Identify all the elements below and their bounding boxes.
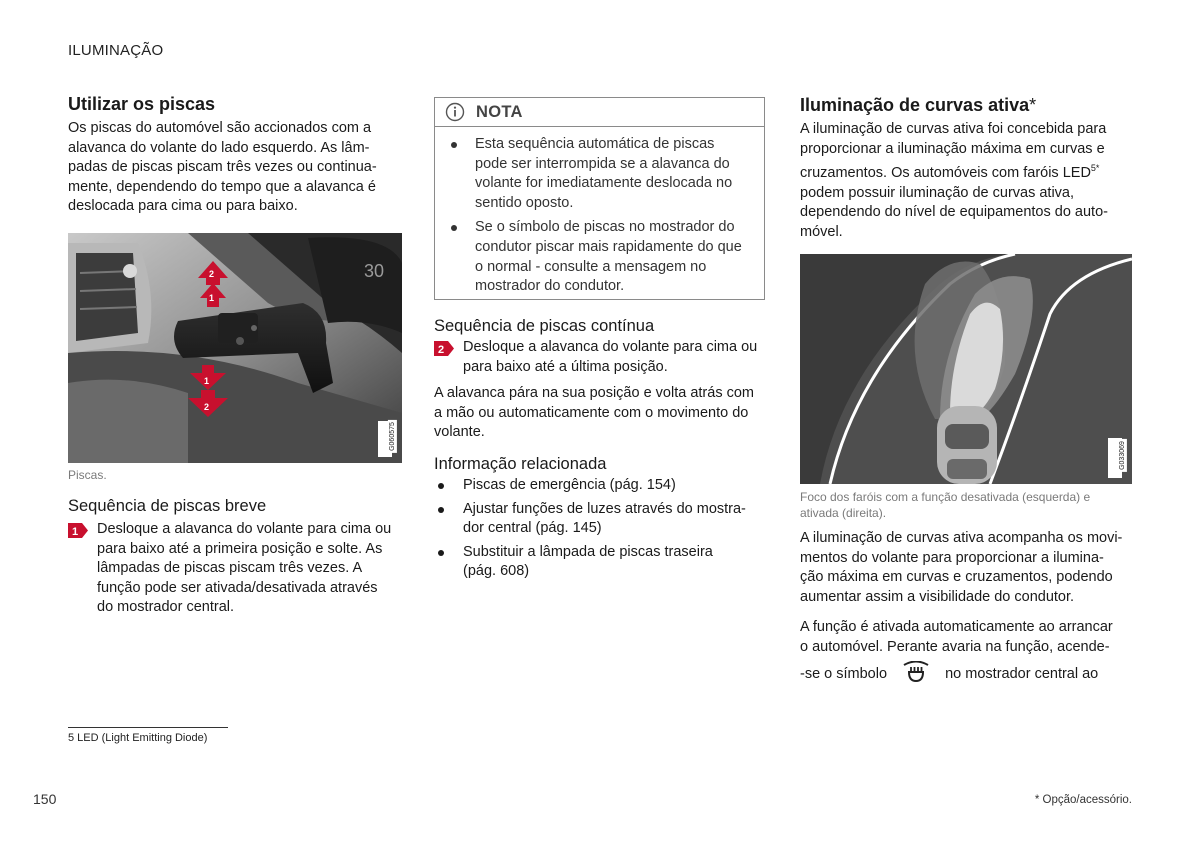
related-list [434,476,769,582]
caption-line: Foco dos faróis com a função desativada (esquerda) e [800,490,1091,504]
related-line: dor central (pág. 145) [463,520,602,537]
arrow-label-down-1: 1 [204,376,210,386]
step-line: para baixo até a última posição. [463,358,668,375]
related-line: (pág. 608) [463,563,530,580]
step-line: para baixo até a primeira posição e solte. As [97,540,383,557]
note-header [435,98,764,127]
brief-sequence-section [68,497,403,618]
continuous-paragraph [434,384,769,443]
text-line: A função é ativada automaticamente ao arrancar [800,619,1113,636]
arrow-label-down-2: 2 [204,402,210,412]
text-line: o automóvel. Perante avaria na função, acende- [800,638,1110,655]
option-note: * Opção/acessório. [1034,794,1132,806]
step-line: Desloque a alavanca do volante para cima ou [97,521,392,537]
text-line: volante. [434,424,485,441]
turn-signal-figure [68,233,402,463]
related-line: Ajustar funções de luzes através do mostra- [463,500,746,517]
text-line: ção máxima em curvas e cruzamentos, podendo [800,569,1113,586]
note-box [434,97,765,300]
footnote-ref: 5* [1090,163,1100,174]
note-line: condutor piscar mais rapidamente do que [475,238,742,255]
headlight-beam-illustration [800,254,1132,484]
bending-intro [800,120,1140,242]
related-link-rear-bulb[interactable] [434,543,769,582]
right-column [800,95,1140,242]
note-line: pode ser interrompida se a alavanca do [475,155,730,172]
section-header: ILUMINAÇÃO [68,42,164,59]
bullet-icon [438,483,444,489]
step-line: lâmpadas de piscas piscam três vezes. A [97,560,363,577]
paragraph-2 [800,618,1140,684]
intro-line: podem possuir iluminação de curvas ativa, [800,184,1075,201]
intro-line: proporcionar a iluminação máxima em curvas e [800,140,1105,157]
speedo-value: 30 [364,261,385,281]
text-line: a mão ou automaticamente com o movimento do [434,404,749,421]
intro-line: mente, dependendo do tempo que a alavanca é [68,178,376,195]
step-number: 2 [438,344,445,356]
text-line: mentos do volante para proporcionar a ilumina- [800,549,1104,566]
page-number: 150 [33,791,57,807]
intro-text: cruzamentos. Os automóveis com faróis LED [800,165,1091,182]
intro-line: A iluminação de curvas ativa foi concebida para [800,121,1107,137]
step-number-badge [434,341,454,356]
heading-related-info: Informação relacionada [434,455,607,473]
bullet-icon [451,142,457,148]
related-line: Piscas de emergência (pág. 154) [463,477,676,493]
bending-light-figure [800,254,1132,484]
note-line: volante for imediatamente deslocada no [475,175,733,192]
heading-brief-sequence: Sequência de piscas breve [68,497,267,515]
car-icon [937,406,997,484]
step-number: 1 [72,526,79,538]
related-link-light-settings[interactable] [434,500,769,539]
intro-line: alavanca do volante do lado esquerdo. As lâm- [68,139,370,156]
intro-line: Os piscas do automóvel são accionados com a [68,120,372,136]
step-line: função pode ser ativada/desativada através [97,579,378,596]
note-item [447,218,756,296]
heading-text: Iluminação de curvas ativa [800,95,1030,115]
note-line: Se o símbolo de piscas no mostrador do [475,219,735,236]
intro-line: deslocada para cima ou para baixo. [68,198,298,215]
text-fragment: -se o símbolo [800,665,888,682]
turn-signal-illustration [68,233,402,463]
step-line: Desloque a alavanca do volante para cima ou [463,339,758,355]
bullet-icon [451,225,457,231]
note-line: o normal - consulte a mensagem no [475,258,707,275]
heading-active-bending-light [800,95,1140,116]
text-line: A iluminação de curvas ativa acompanha os movi- [800,530,1123,546]
figure-code: G033069 [1119,441,1127,470]
bending-light-warning-icon [901,661,931,683]
footnote-divider [68,727,228,728]
arrow-label-up-1: 1 [209,293,215,303]
arrow-label-up-2: 2 [209,269,215,279]
heading-continuous-sequence: Sequência de piscas contínua [434,317,655,335]
figure-caption [800,490,1140,521]
step-number-badge [68,523,88,538]
intro-line [800,159,1140,183]
figure-caption: Piscas. [68,468,107,482]
text-line [800,661,1140,685]
related-line: Substituir a lâmpada de piscas traseira [463,543,713,560]
note-list [435,127,764,297]
paragraph-1 [800,529,1140,607]
caption-line: ativada (direita). [800,505,887,520]
note-item [447,135,756,213]
bullet-icon [438,550,444,556]
bullet-icon [438,507,444,513]
continuous-sequence-section [434,317,769,443]
left-column [68,94,403,217]
note-line: mostrador do condutor. [475,278,625,295]
note-title: NOTA [476,103,523,121]
intro-paragraph [68,119,403,217]
related-link-emergency-flashers[interactable] [434,476,769,496]
footnote: 5 LED (Light Emitting Diode) [68,732,208,744]
step-item [434,338,769,377]
note-line: sentido oposto. [475,194,574,211]
text-fragment: no mostrador central ao [945,665,1099,682]
option-mark: * [1029,95,1037,115]
note-line: Esta sequência automática de piscas [475,136,715,152]
heading-utilizar-piscas: Utilizar os piscas [68,94,216,114]
intro-line: móvel. [800,223,843,240]
step-item [68,520,403,618]
figure-code: G060575 [389,422,397,451]
step-line: do mostrador central. [97,599,235,616]
text-line: A alavanca pára na sua posição e volta atrás com [434,385,754,402]
intro-line: padas de piscas piscam três vezes ou continua- [68,159,377,176]
info-icon [445,102,465,122]
intro-line: dependendo do nível de equipamentos do auto- [800,204,1108,221]
related-info-section [434,455,769,586]
bending-description [800,529,1140,684]
text-line: aumentar assim a visibilidade do condutor. [800,588,1075,605]
